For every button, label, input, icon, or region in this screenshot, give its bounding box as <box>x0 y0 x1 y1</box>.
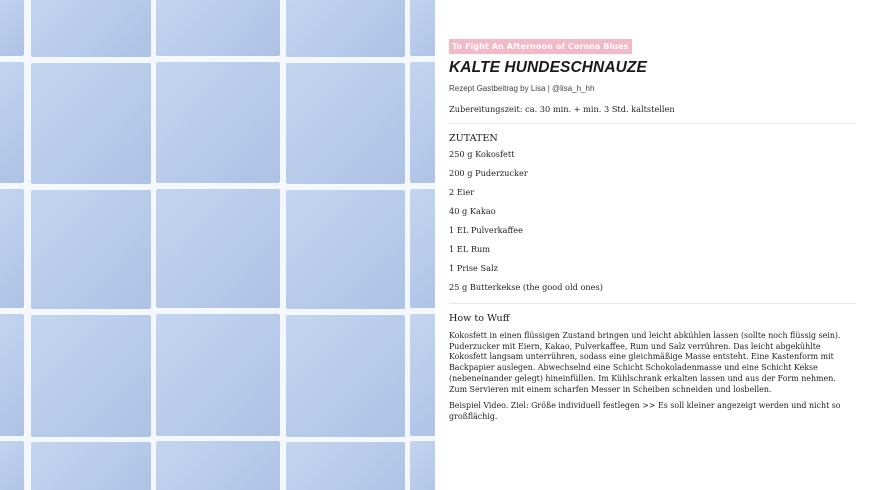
ingredient-item: 40 g Kakao <box>449 206 496 216</box>
wall-tile <box>156 441 280 490</box>
ingredient-item: 250 g Kokosfett <box>449 149 515 159</box>
wall-tile <box>0 189 24 308</box>
ingredients-list <box>449 149 856 301</box>
wall-tile <box>410 189 435 308</box>
method-text: Kokosfett in einen flüssigen Zustand bringen und leicht abkühlen lassen (sollte noch flüssig sein). Puderzucker mit Eiern, Kakao, Pulverkaffee, Rum und Salz verrühren. Das leicht abgekühlte Kokosfett langsam unterrühren, sodass eine gleichmäßige Masse entsteht. Eine Kastenform mit Backpapier auslegen. Abwechselnd eine Schicht Schokoladenmasse und eine Schicht Kekse (nebeneinander gelegt) hineinfüllen. Im Kühlschrank erkalten lassen und aus der Form nehmen. Zum Servieren mit einem scharfen Messer in Scheiben schneiden und losbellen. <box>449 331 841 394</box>
ingredient-item: 25 g Butterkekse (the good old ones) <box>449 282 603 292</box>
wall-tile <box>286 0 405 57</box>
wall-tile <box>410 441 435 490</box>
wall-tile <box>286 190 405 309</box>
ingredient-item: 1 Prise Salz <box>449 263 498 273</box>
prep-time: Zubereitungszeit: ca. 30 min. + min. 3 Std. kaltstellen <box>449 104 675 114</box>
wall-tile <box>286 315 405 437</box>
note-text: Beispiel Video. Ziel: Größe individuell festlegen >> Es soll kleiner angezeigt werden und nicht so großflächig. <box>449 401 841 421</box>
wall-tile <box>410 0 435 56</box>
wall-tile <box>31 0 151 57</box>
wall-tile <box>31 442 151 490</box>
wall-tile <box>31 63 151 184</box>
wall-tile <box>156 62 280 183</box>
wall-tile <box>31 190 151 309</box>
ingredient-item: 2 Eier <box>449 187 475 197</box>
ingredients-heading: ZUTATEN <box>449 133 498 144</box>
wall-tile <box>0 0 24 56</box>
recipe-content <box>449 36 856 423</box>
wall-tile <box>410 314 435 436</box>
wall-tile <box>410 62 435 183</box>
ingredient-item: 1 EL Pulverkaffee <box>449 225 523 235</box>
wall-tile <box>156 314 280 436</box>
divider <box>449 123 856 124</box>
wall-tile <box>286 63 405 184</box>
ingredient-item: 200 g Puderzucker <box>449 168 528 178</box>
wall-tile <box>156 0 280 56</box>
wall-tile <box>31 315 151 437</box>
ingredient-item: 1 EL Rum <box>449 244 491 254</box>
wall-tile <box>0 62 24 183</box>
wall-tile <box>156 189 280 308</box>
recipe-title: KALTE HUNDESCHNAUZE <box>449 59 647 76</box>
wall-tile <box>0 441 24 490</box>
recipe-byline: Rezept Gastbeitrag by Lisa | @lisa_h_hh <box>449 84 595 93</box>
divider <box>449 303 856 304</box>
post-tag[interactable]: To Fight An Afternoon of Corona Blues <box>449 39 632 54</box>
method-heading: How to Wuff <box>449 313 510 324</box>
wall-tile <box>286 442 405 490</box>
wall-tile <box>0 314 24 436</box>
